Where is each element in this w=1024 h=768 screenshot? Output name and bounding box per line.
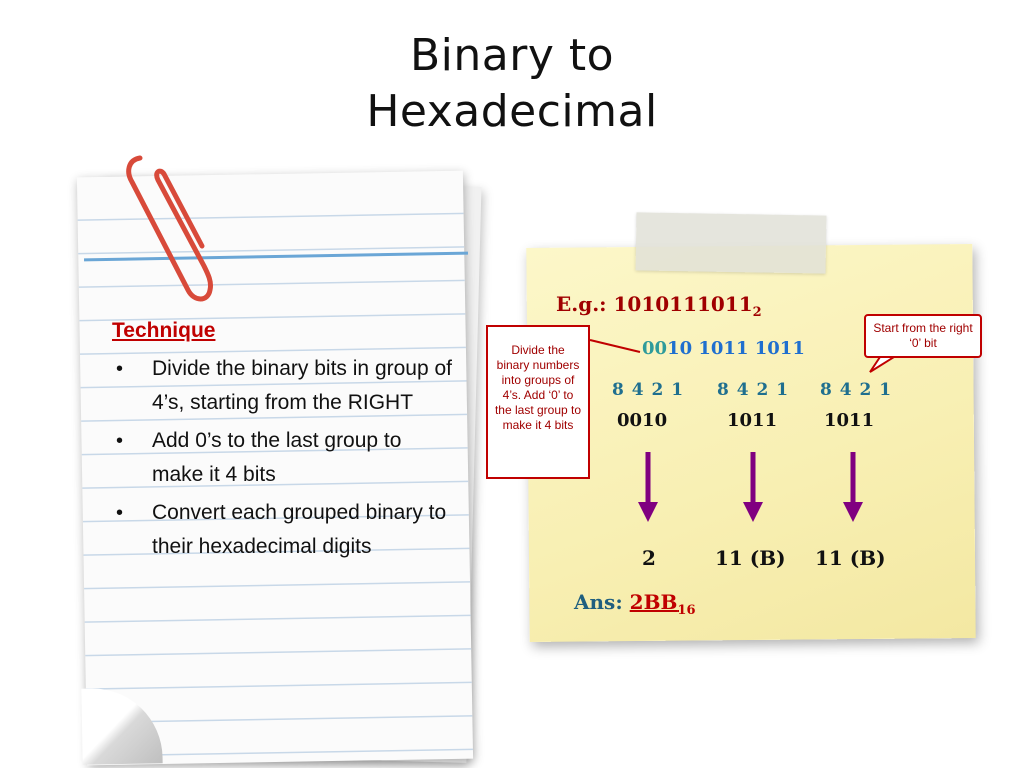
- example-base: 2: [752, 305, 762, 320]
- bullet-icon: •: [116, 430, 124, 452]
- technique-heading: Technique: [112, 319, 216, 342]
- answer-base: 16: [677, 603, 696, 618]
- technique-item: [112, 496, 452, 564]
- slide-title: [262, 28, 762, 140]
- technique-item-text: Add 0’s to the last group to make it 4 bits: [152, 429, 402, 486]
- hex-digit: 2: [642, 546, 656, 570]
- title-line-1: Binary to: [409, 30, 615, 81]
- bit-group: 1011: [727, 410, 778, 431]
- technique-item-text: Divide the binary bits in group of 4’s, starting from the RIGHT: [152, 357, 452, 414]
- down-arrow-icon: [841, 452, 865, 524]
- technique-item: [112, 352, 452, 420]
- technique-item-text: Convert each grouped binary to their hexadecimal digits: [152, 501, 447, 558]
- hex-digit: 11 (B): [715, 546, 786, 570]
- technique-list: [112, 352, 452, 564]
- place-weights: 8 4 2 1: [820, 380, 893, 400]
- answer-label: Ans:: [574, 590, 623, 614]
- hex-digit: 11 (B): [815, 546, 886, 570]
- example-label: [556, 292, 762, 320]
- down-arrow-icon: [741, 452, 765, 524]
- down-arrow-icon: [636, 452, 660, 524]
- padded-bits: 10 1011 1011: [667, 338, 805, 359]
- place-weights: 8 4 2 1: [717, 380, 790, 400]
- place-weights: 8 4 2 1: [612, 380, 685, 400]
- callout-grouping: Divide the binary numbers into groups of 4’s. Add ‘0’ to the last group to make it 4 bits: [486, 325, 590, 479]
- paperclip-icon: [118, 150, 218, 310]
- answer-hex: 2BB: [629, 590, 678, 614]
- padded-binary: [642, 338, 805, 359]
- example-number: E.g.: 1010111011: [556, 292, 753, 316]
- bit-group: 1011: [824, 410, 875, 431]
- answer-value: [629, 590, 696, 618]
- bit-group: 0010: [617, 410, 668, 431]
- bullet-icon: •: [116, 358, 124, 380]
- title-line-2: Hexadecimal: [366, 86, 658, 137]
- bullet-icon: •: [116, 502, 124, 524]
- technique-item: [112, 424, 452, 492]
- callout-start-right: Start from the right ‘0’ bit: [864, 314, 982, 358]
- technique-section: [112, 316, 452, 568]
- tape-strip: [636, 212, 827, 273]
- padding-zeros: 00: [642, 338, 668, 359]
- answer: [574, 590, 696, 618]
